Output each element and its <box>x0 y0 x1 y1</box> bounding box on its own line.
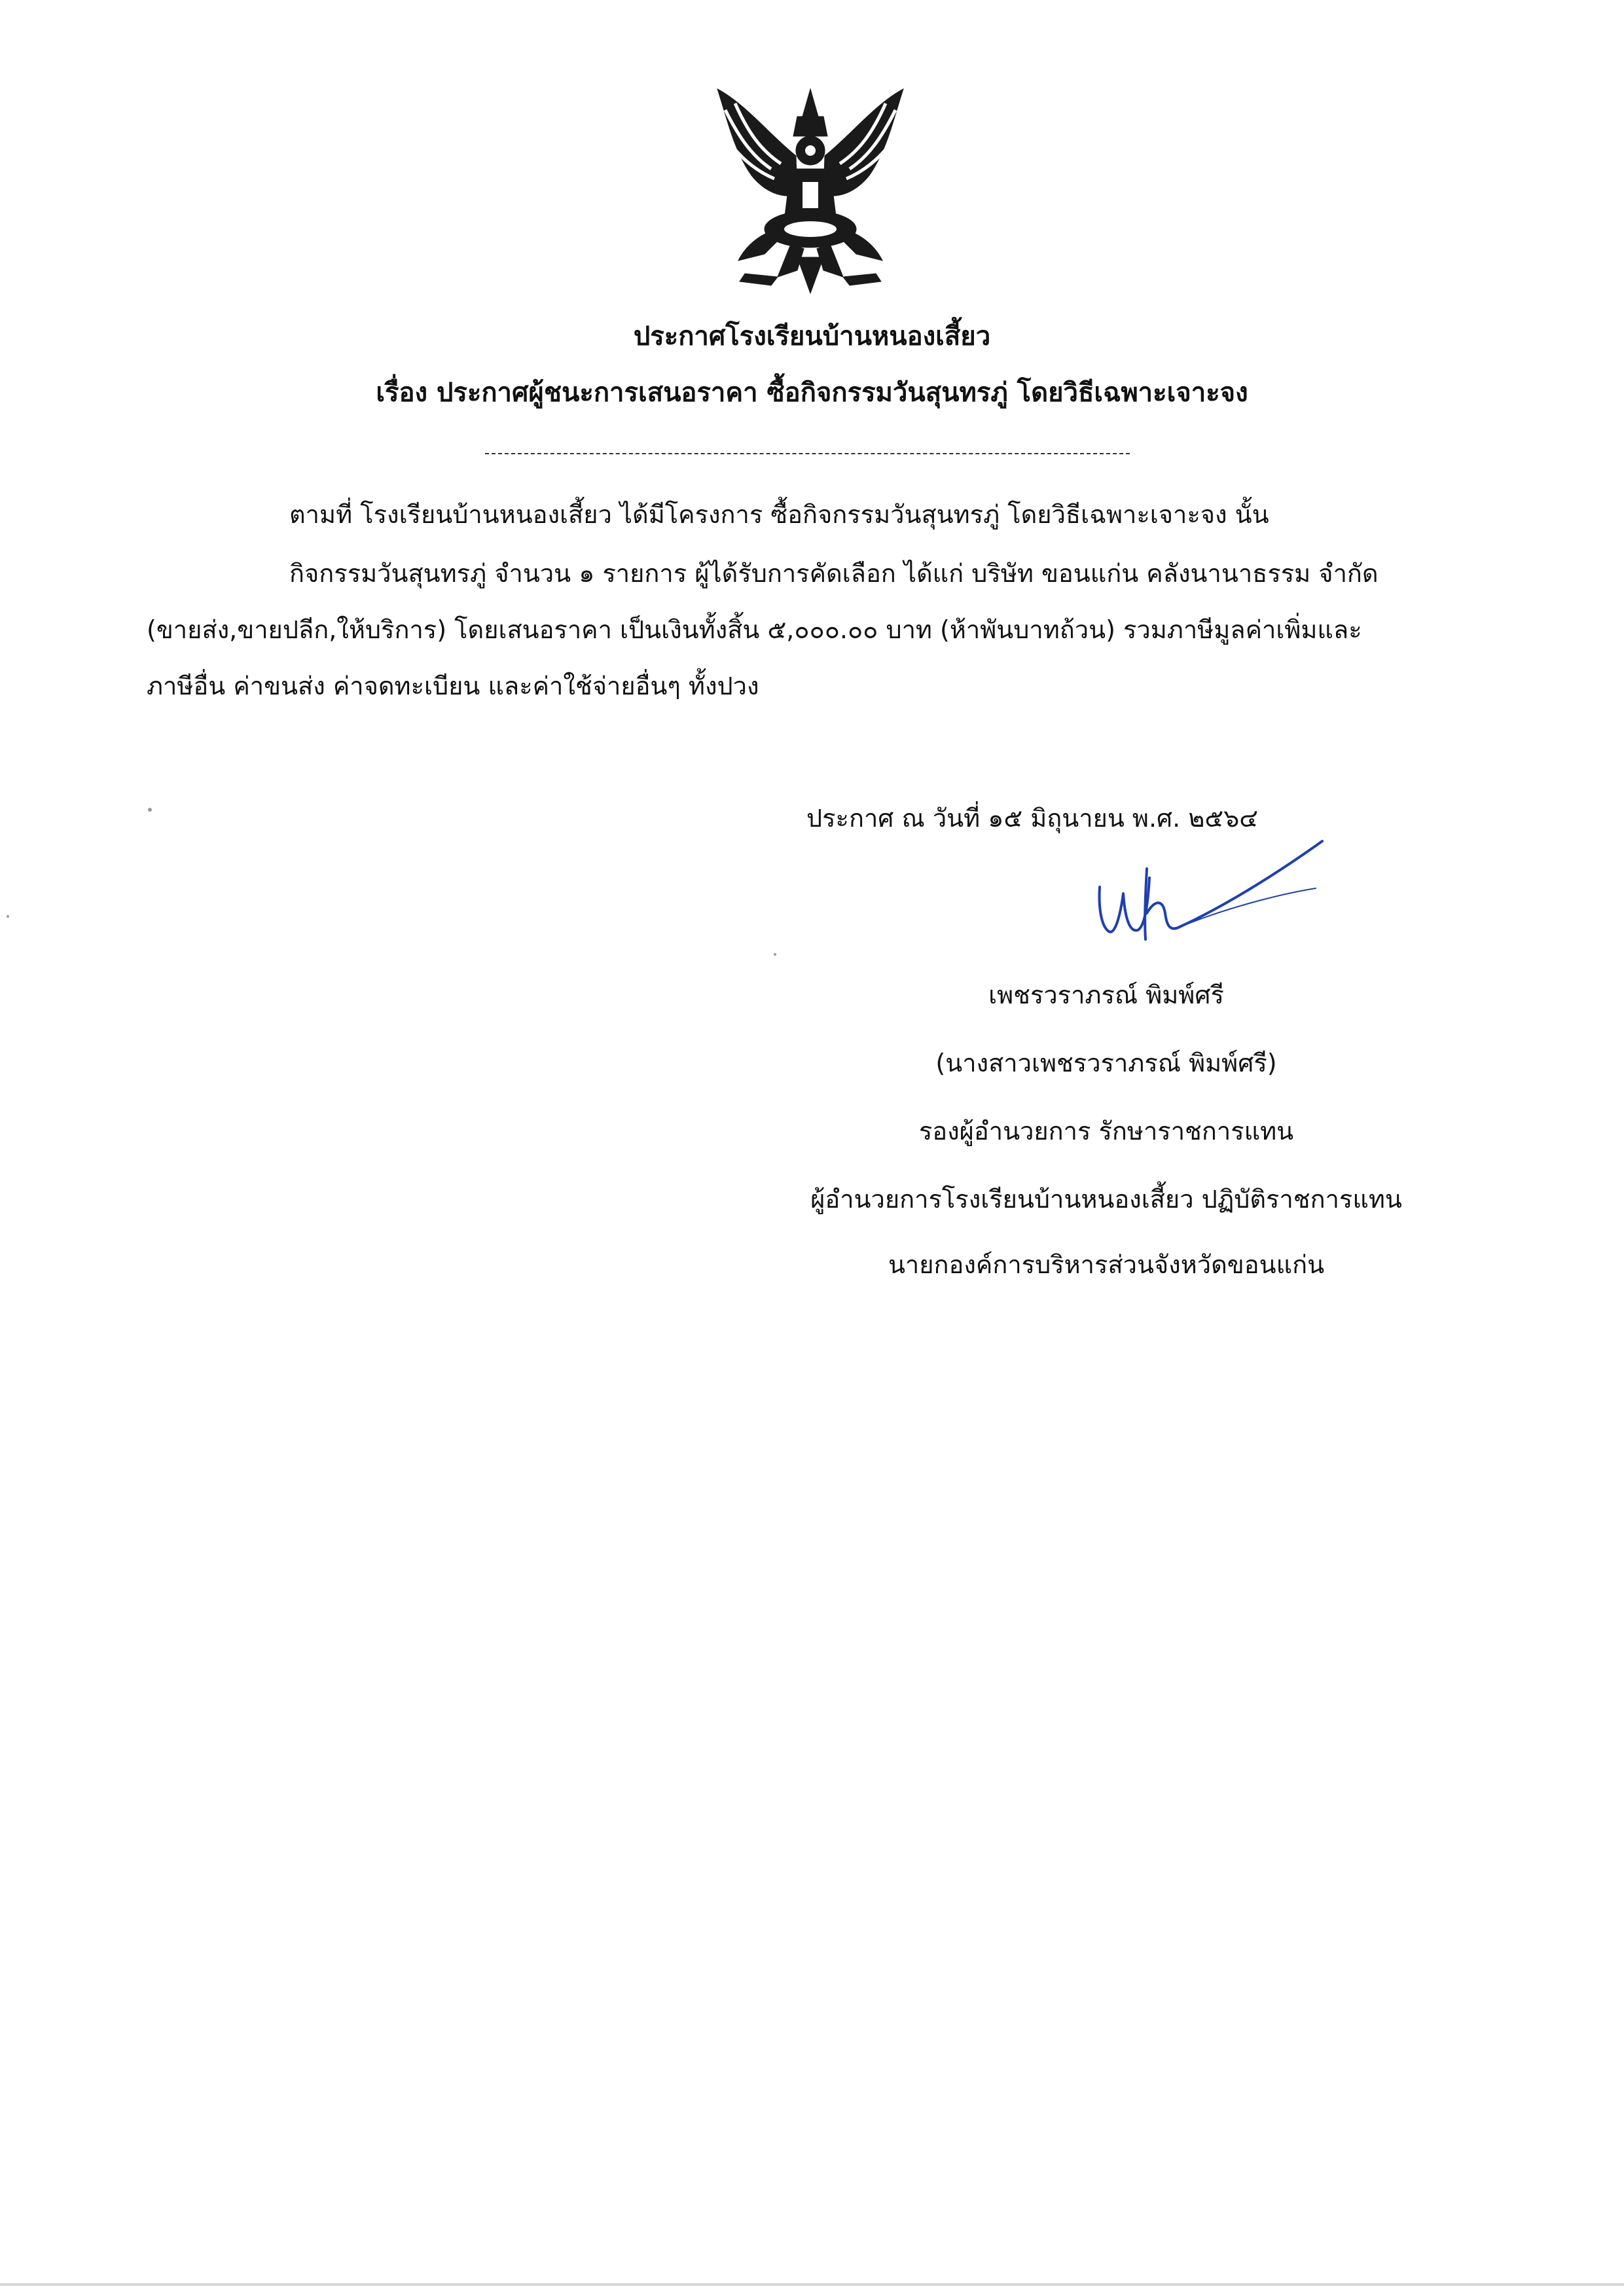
garuda-emblem-icon <box>699 77 922 300</box>
signatory-full-name: (นางสาวเพชรวราภรณ์ พิมพ์ศรี) <box>935 1049 1277 1077</box>
document-title: ประกาศโรงเรียนบ้านหนองเสี้ยว <box>633 321 991 352</box>
body-line-2: กิจกรรมวันสุนทรภู่ จำนวน ๑ รายการ ผู้ได้รับการคัดเลือก ได้แก่ บริษัท ขอนแก่น คลังนานาธรรม จำกัด <box>289 559 1379 588</box>
signatory-position-3: นายกองค์การบริหารส่วนจังหวัดขอนแก่น <box>888 1250 1325 1279</box>
scan-speck <box>148 808 152 812</box>
body-line-1: ตามที่ โรงเรียนบ้านหนองเสี้ยว ได้มีโครงการ ซื้อกิจกรรมวันสุนทรภู่ โดยวิธีเฉพาะเจาะจง นั้น <box>289 500 1269 529</box>
title-divider <box>485 453 1130 454</box>
document-subject: เรื่อง ประกาศผู้ชนะการเสนอราคา ซื้อกิจกรรมวันสุนทรภู่ โดยวิธีเฉพาะเจาะจง <box>376 378 1248 408</box>
signatory-printed-name: เพชรวราภรณ์ พิมพ์ศรี <box>988 981 1224 1009</box>
body-line-3: (ขายส่ง,ขายปลีก,ให้บริการ) โดยเสนอราคา เป็นเงินทั้งสิ้น ๕,๐๐๐.๐๐ บาท (ห้าพันบาทถ้วน) รวมภาษีมูลค่าเพิ่มและ <box>147 615 1362 644</box>
scan-speck <box>7 915 9 918</box>
scan-speck <box>774 953 776 956</box>
signatory-position-2: ผู้อำนวยการโรงเรียนบ้านหนองเสี้ยว ปฏิบัติราชการแทน <box>810 1185 1402 1214</box>
announce-date: ประกาศ ณ วันที่ ๑๕ มิถุนายน พ.ศ. ๒๕๖๔ <box>806 804 1259 833</box>
handwritten-signature-icon <box>1087 815 1335 959</box>
body-line-4: ภาษีอื่น ค่าขนส่ง ค่าจดทะเบียน และค่าใช้จ่ายอื่นๆ ทั้งปวง <box>147 672 759 700</box>
signatory-position-1: รองผู้อำนวยการ รักษาราชการแทน <box>918 1117 1294 1146</box>
scan-bottom-edge <box>0 2283 1624 2286</box>
